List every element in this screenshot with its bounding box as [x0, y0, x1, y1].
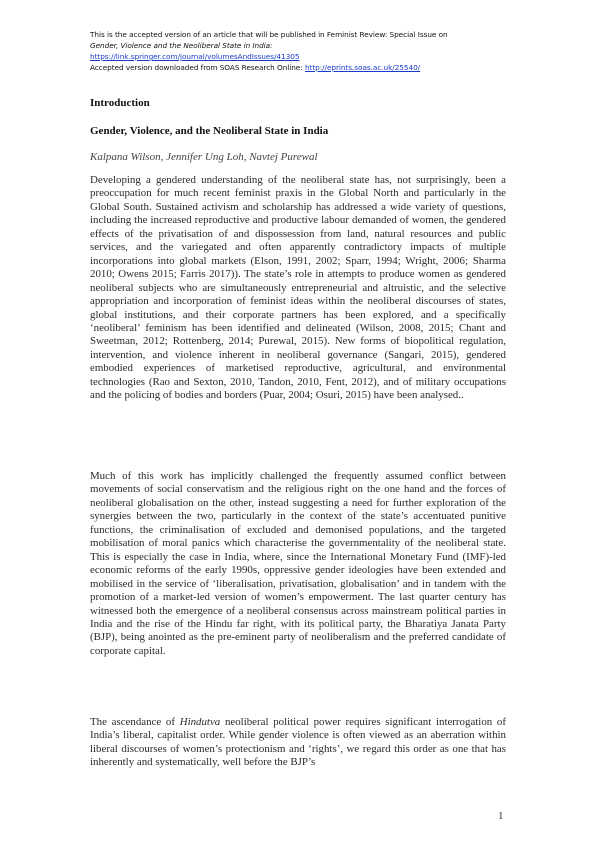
journal-link[interactable]: https://link.springer.com/journal/volumesAndIssues/41305 [90, 52, 300, 61]
body-paragraph-1: Developing a gendered understanding of the neoliberal state has, not surprisingly, been a preoccupation for much recent feminist praxis in the Global North and particularly in the Global South. Sustained activism and scholarship has addressed a wide variety of questions, including the increased reproductive and productive labour demanded of women, the gendered effects of the privatisation of and dispossession from land, natural resources and public services, and the variegated and often apparently contradictory impacts of multiple incorporations into global markets (Elson, 1991, 2002; Sparr, 1994; Wright, 2006; Sharma 2010; Owens 2015; Farris 2017)). The state’s role in attempts to produce women as gendered neoliberal subjects who are simultaneously entrepreneurial and altruistic, and the selective appropriation and incorporation of feminist ideas within the neoliberal discourses of states, global institutions, and their corporate partners has been explored, and a specifically ‘neoliberal’ feminism has been identified and delineated (Wilson, 2008, 2015; Chant and Sweetman, 2012; Rottenberg, 2014; Purewal, 2015). New forms of biopolitical regulation, intervention, and violence inherent in neoliberal governance (Sangari, 2015), gendered embodied experiences of marketised reproductive, agricultural, and environmental technologies (Rao and Sexton, 2010, Tandon, 2010, Fent, 2012), and of military occupations and the policing of bodies and borders (Puar, 2004; Osuri, 2015) have been analysed.. [90, 174, 506, 402]
repository-line [90, 62, 530, 73]
notice-line-1: This is the accepted version of an article that will be published in Feminist Review: Special Issue on [90, 30, 448, 39]
paragraph-3-start: The ascendance of [90, 716, 180, 728]
accepted-version-notice [90, 29, 530, 73]
hindutva-term: Hindutva [179, 716, 221, 728]
author-list: Kalpana Wilson, Jennifer Ung Loh, Navtej Purewal [90, 151, 318, 163]
article-title: Gender, Violence, and the Neoliberal State in India [90, 125, 329, 137]
body-paragraph-3 [90, 716, 506, 770]
paragraph-3-rest: neoliberal political power requires significant interrogation of India’s liberal, capitalist order. While gender violence is often viewed as an aberration within liberal discourses of women’s protectionism and ‘rights’, we regard this order as one that has inherently and systematically, well before the BJP’s [90, 716, 507, 769]
section-heading: Introduction [90, 97, 150, 109]
notice-line-2: Gender, Violence and the Neoliberal State in India: [90, 41, 273, 50]
page-number: 1 [498, 810, 504, 822]
body-paragraph-2: Much of this work has implicitly challenged the frequently assumed conflict between movements of social conservatism and the religious right on the one hand and the forces of neoliberal globalisation on the other, instead suggesting a need for further exploration of the synergies between the two, particularly in the context of the state’s accentuated punitive functions, the criminalisation of excluded and demonised populations, and the targeted mobilisation of moral panics which characterise the governmentality of the neoliberal state. This is especially the case in India, where, since the International Monetary Fund (IMF)-led economic reforms of the early 1990s, oppressive gender ideologies have been extended and mobilised in the service of ‘liberalisation, privatisation, globalisation’ and in tandem with the promotion of a market-led version of women’s empowerment. The last quarter century has witnessed both the emergence of a neoliberal consensus across mainstream political parties in India and the rise of the Hindu far right, with its political party, the Bharatiya Janata Party (BJP), being anointed as the pre-eminent party of neoliberalism and the preferred candidate of corporate capital. [90, 470, 506, 657]
repository-link[interactable]: http://eprints.soas.ac.uk/25540/ [304, 63, 421, 72]
repository-label: Accepted version downloaded from SOAS Research Online: [90, 63, 305, 72]
